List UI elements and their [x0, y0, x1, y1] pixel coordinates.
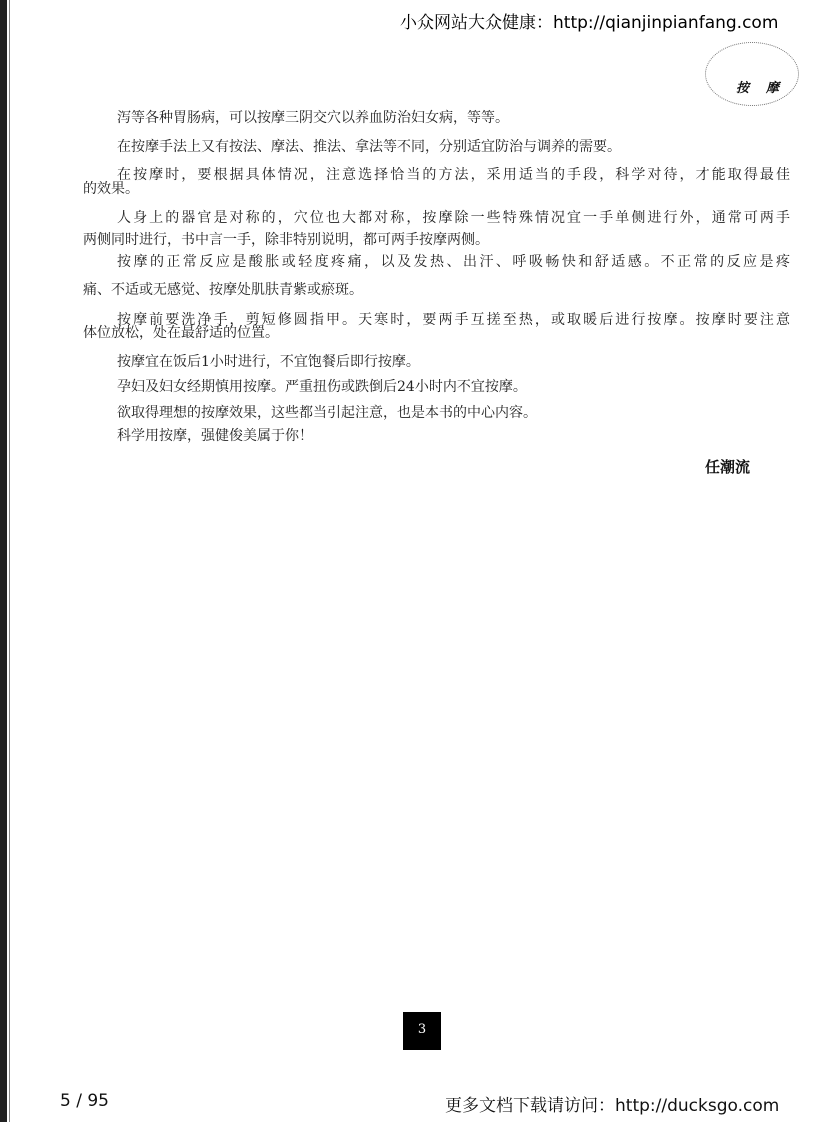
page-number-box: 3: [403, 1012, 441, 1050]
text-line: 人身上的器官是对称的，穴位也大都对称，按摩除一些特殊情况宜一手单侧进行外，通常可两手: [117, 210, 790, 226]
text-line: 泻等各种胃肠病，可以按摩三阴交穴以养血防治妇女病，等等。: [117, 110, 509, 126]
text-line: 体位放松，处在最舒适的位置。: [83, 325, 279, 341]
text-line: 按摩的正常反应是酸胀或轻度疼痛，以及发热、出汗、呼吸畅快和舒适感。不正常的反应是疼: [117, 254, 790, 270]
text-line: 按摩前要洗净手，剪短修圆指甲。天寒时，要两手互搓至热，或取暖后进行按摩。按摩时要注意: [117, 312, 790, 328]
text-line: 科学用按摩，强健俊美属于你！: [117, 428, 313, 444]
stamp-char-2: 摩: [766, 81, 780, 96]
text-line: 痛、不适或无感觉、按摩处肌肤青紫或瘀斑。: [83, 282, 363, 298]
page-indicator: 5 / 95: [60, 1091, 109, 1111]
scan-edge-line: [9, 0, 10, 1122]
stamp-char-1: 按: [736, 81, 750, 96]
text-line: 欲取得理想的按摩效果，这些都当引起注意，也是本书的中心内容。: [117, 405, 537, 421]
scan-edge: [0, 0, 7, 1122]
text-line: 在按摩时，要根据具体情况，注意选择恰当的方法，采用适当的手段，科学对待，才能取得最佳: [117, 167, 790, 183]
text-line: 的效果。: [83, 181, 139, 197]
text-line: 按摩宜在饭后1小时进行，不宜饱餐后即行按摩。: [117, 354, 420, 370]
chapter-stamp: [705, 42, 799, 106]
text-line: 两侧同时进行，书中言一手，除非特别说明，都可两手按摩两侧。: [83, 232, 489, 248]
text-line: 在按摩手法上又有按法、摩法、推法、拿法等不同，分别适宜防治与调养的需要。: [117, 139, 621, 155]
header-site-link[interactable]: 小众网站大众健康：http://qianjinpianfang.com: [400, 13, 779, 33]
text-line: 孕妇及妇女经期慎用按摩。严重扭伤或跌倒后24小时内不宜按摩。: [117, 379, 527, 395]
author-signature: 任潮流: [705, 458, 751, 476]
footer-download-link[interactable]: 更多文档下载请访问：http://ducksgo.com: [445, 1096, 780, 1116]
